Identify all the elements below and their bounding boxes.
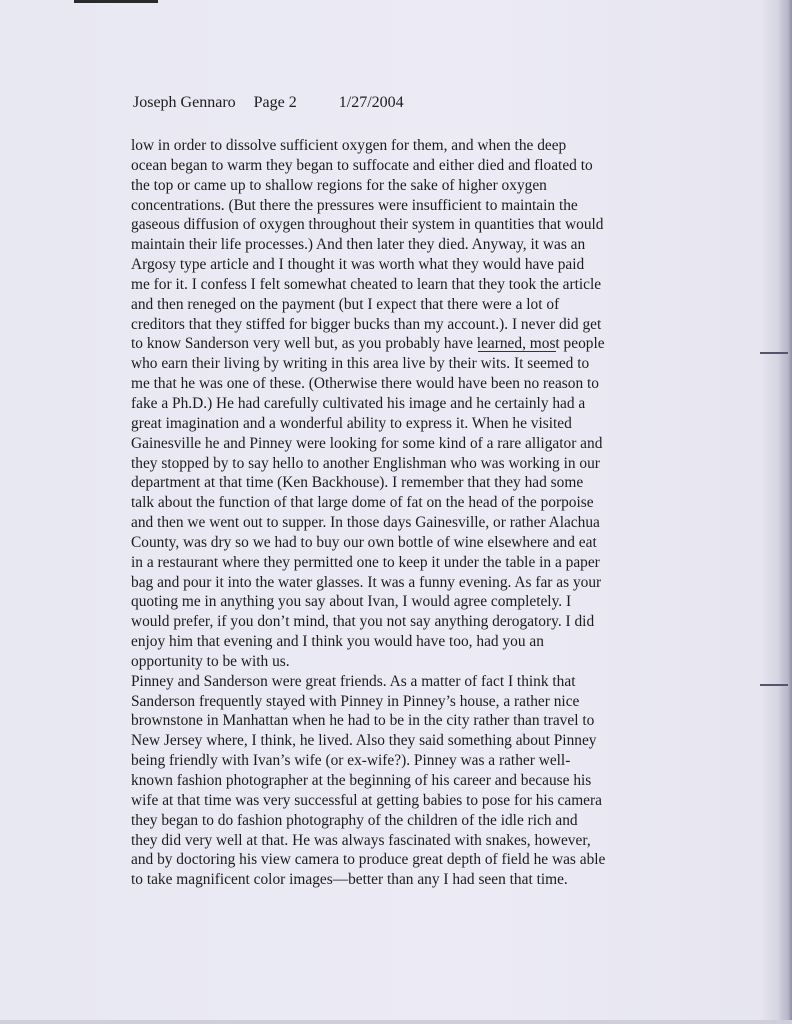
text-line: New Jersey where, I think, he lived. Also they said something about Pinney bbox=[131, 732, 597, 750]
edge-tick bbox=[760, 352, 788, 354]
text-line: talk about the function of that large dome of fat on the head of the porpoise bbox=[131, 494, 594, 512]
header-author: Joseph Gennaro bbox=[133, 94, 236, 111]
text-line: to take magnificent color images—better than any I had seen that time. bbox=[131, 871, 568, 889]
text-line: Gainesville he and Pinney were looking for some kind of a rare alligator and bbox=[131, 434, 603, 452]
text-line: ocean began to warm they began to suffocate and either died and floated to bbox=[131, 156, 593, 174]
text-line: in a restaurant where they permitted one to keep it under the table in a paper bbox=[131, 553, 600, 571]
text-line: concentrations. (But there the pressures were insufficient to maintain the bbox=[131, 196, 578, 214]
text-line: me that he was one of these. (Otherwise there would have been no reason to bbox=[131, 375, 599, 393]
text-line: brownstone in Manhattan when he had to be in the city rather than travel to bbox=[131, 712, 595, 730]
text-line: gaseous diffusion of oxygen throughout their system in quantities that would bbox=[131, 216, 604, 234]
text-line: the top or came up to shallow regions for the sake of higher oxygen bbox=[131, 176, 547, 194]
text-line: creditors that they stiffed for bigger bucks than my account.). I never did get bbox=[131, 315, 602, 333]
text-line: quoting me in anything you say about Ivan, I would agree completely. I bbox=[131, 593, 572, 611]
text-line: County, was dry so we had to buy our own bottle of wine elsewhere and eat bbox=[131, 533, 597, 551]
text-line: great imagination and a wonderful ability to express it. When he visited bbox=[131, 414, 572, 432]
text-line: they stopped by to say hello to another Englishman who was working in our bbox=[131, 454, 600, 472]
text-line: being friendly with Ivan’s wife (or ex-wife?). Pinney was a rather well- bbox=[131, 752, 571, 770]
text-line: and then reneged on the payment (but I expect that there were a lot of bbox=[131, 295, 560, 313]
text-line: Argosy type article and I thought it was worth what they would have paid bbox=[131, 256, 585, 274]
text-line: they did very well at that. He was always fascinated with snakes, however, bbox=[131, 831, 591, 849]
text-line: Pinney and Sanderson were great friends. As a matter of fact I think that bbox=[131, 672, 576, 690]
text-line: fake a Ph.D.) He had carefully cultivated his image and he certainly had a bbox=[131, 394, 586, 412]
text-line: wife at that time was very successful at getting babies to pose for his camera bbox=[131, 791, 602, 809]
page-header bbox=[133, 93, 404, 113]
top-edge-mark bbox=[74, 0, 158, 3]
text-line: me for it. I confess I felt somewhat cheated to learn that they took the article bbox=[131, 275, 602, 293]
text-line: and then we went out to supper. In those days Gainesville, or rather Alachua bbox=[131, 514, 600, 532]
header-page-number: Page 2 bbox=[253, 94, 297, 111]
text-line: would prefer, if you don’t mind, that you not say anything derogatory. I did bbox=[131, 613, 595, 631]
text-line: maintain their life processes.) And then later they died. Anyway, it was an bbox=[131, 236, 586, 254]
text-line: to know Sanderson very well but, as you probably have learned, most people bbox=[131, 335, 605, 353]
edge-tick bbox=[760, 684, 788, 686]
header-date: 1/27/2004 bbox=[338, 94, 404, 111]
letter-body bbox=[131, 136, 671, 890]
text-line: they began to do fashion photography of the children of the idle rich and bbox=[131, 811, 578, 829]
text-line: Sanderson frequently stayed with Pinney in Pinney’s house, a rather nice bbox=[131, 692, 580, 710]
text-line: and by doctoring his view camera to produce great depth of field he was able bbox=[131, 851, 606, 869]
text-line: bag and pour it into the water glasses. It was a funny evening. As far as your bbox=[131, 573, 602, 591]
text-line: known fashion photographer at the beginning of his career and because his bbox=[131, 772, 592, 789]
text-line: enjoy him that evening and I think you would have too, had you an bbox=[131, 633, 544, 651]
scanned-page-edge bbox=[778, 0, 792, 1024]
text-line: opportunity to be with us. bbox=[131, 652, 290, 670]
text-line: who earn their living by writing in this area live by their wits. It seemed to bbox=[131, 355, 590, 373]
page-bottom-edge bbox=[0, 1020, 792, 1024]
text-line: department at that time (Ken Backhouse). I remember that they had some bbox=[131, 474, 584, 492]
text-line: low in order to dissolve sufficient oxygen for them, and when the deep bbox=[131, 137, 567, 154]
